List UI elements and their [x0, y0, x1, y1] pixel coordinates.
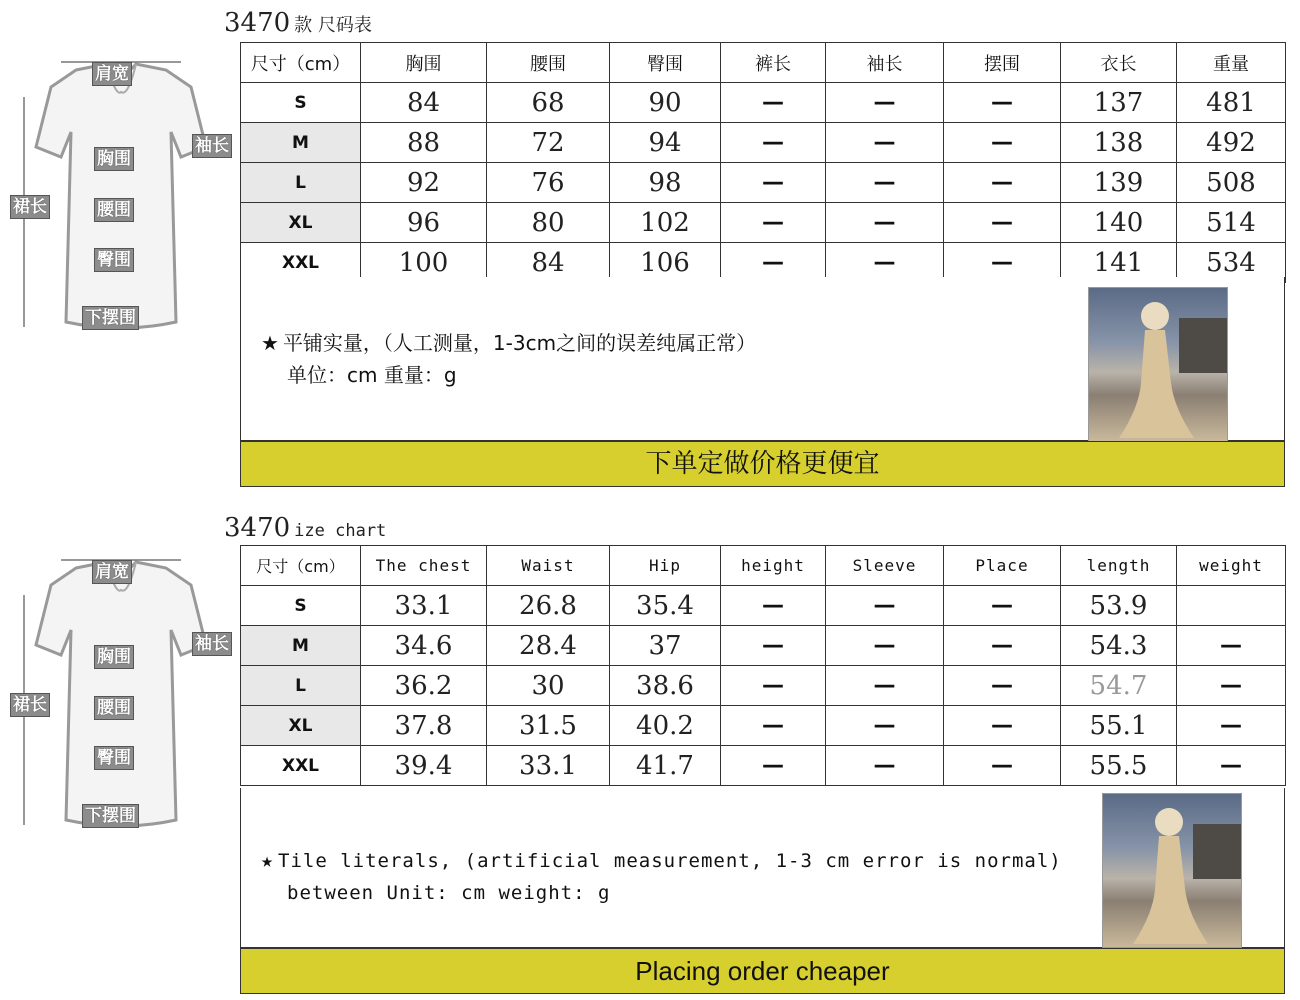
label-waist: 腰围: [94, 696, 134, 720]
style-code: 3470: [224, 513, 291, 543]
size-chart-cn: [0, 0, 1300, 495]
col-header: 袖长: [826, 43, 944, 83]
value-cell: 55.1: [1061, 706, 1177, 746]
value-cell: —: [721, 243, 826, 283]
value-cell: 80: [487, 203, 610, 243]
value-cell: —: [944, 83, 1061, 123]
label-waist: 腰围: [94, 198, 134, 222]
label-hip: 臀围: [94, 746, 134, 770]
dress-diagram-icon: [6, 52, 238, 342]
col-header: 臀围: [610, 43, 721, 83]
value-cell: —: [944, 706, 1061, 746]
value-cell: —: [1177, 626, 1286, 666]
value-cell: 35.4: [610, 586, 721, 626]
value-cell: 514: [1177, 203, 1286, 243]
value-cell: —: [721, 586, 826, 626]
value-cell: —: [1177, 746, 1286, 786]
value-cell: 90: [610, 83, 721, 123]
value-cell: 37: [610, 626, 721, 666]
value-cell: 31.5: [487, 706, 610, 746]
star-icon: ★: [261, 331, 279, 355]
value-cell: 92: [361, 163, 487, 203]
value-cell: —: [826, 243, 944, 283]
col-header: Waist: [487, 546, 610, 586]
model-photo: [1102, 793, 1242, 948]
value-cell: —: [721, 203, 826, 243]
value-cell: 26.8: [487, 586, 610, 626]
chart-heading: [224, 8, 372, 38]
value-cell: 492: [1177, 123, 1286, 163]
value-cell: 94: [610, 123, 721, 163]
note-text: [261, 844, 1062, 909]
col-header: weight: [1177, 546, 1286, 586]
value-cell: 40.2: [610, 706, 721, 746]
value-cell: 68: [487, 83, 610, 123]
size-cell: M: [241, 626, 361, 666]
value-cell: 106: [610, 243, 721, 283]
promo-banner: 下单定做价格更便宜: [240, 441, 1285, 487]
value-cell: 100: [361, 243, 487, 283]
value-cell: —: [721, 666, 826, 706]
note-line-1: 平铺实量，（人工测量，1-3cm之间的误差纯属正常）: [282, 331, 757, 355]
size-cell: L: [241, 666, 361, 706]
size-table: [240, 545, 1285, 786]
note-panel: [240, 277, 1285, 441]
value-cell: 141: [1061, 243, 1177, 283]
value-cell: 138: [1061, 123, 1177, 163]
table-row: [241, 123, 1286, 163]
label-hip: 臀围: [94, 248, 134, 272]
table-header-row: [241, 546, 1286, 586]
size-cell: XL: [241, 203, 361, 243]
model-photo: [1088, 287, 1228, 442]
value-cell: —: [721, 706, 826, 746]
label-chest: 胸围: [94, 147, 134, 171]
value-cell: [1177, 586, 1286, 626]
value-cell: 534: [1177, 243, 1286, 283]
value-cell: —: [826, 163, 944, 203]
table-header-row: [241, 43, 1286, 83]
promo-banner: Placing order cheaper: [240, 948, 1285, 994]
value-cell: —: [826, 83, 944, 123]
value-cell: 140: [1061, 203, 1177, 243]
value-cell: 37.8: [361, 706, 487, 746]
value-cell: 508: [1177, 163, 1286, 203]
table-row: [241, 203, 1286, 243]
note-text: [261, 327, 756, 391]
value-cell: —: [826, 746, 944, 786]
value-cell: 96: [361, 203, 487, 243]
value-cell: 72: [487, 123, 610, 163]
value-cell: 98: [610, 163, 721, 203]
value-cell: 34.6: [361, 626, 487, 666]
label-length: 裙长: [10, 195, 50, 219]
value-cell: —: [1177, 706, 1286, 746]
value-cell: —: [721, 746, 826, 786]
value-cell: —: [944, 123, 1061, 163]
size-cell: L: [241, 163, 361, 203]
value-cell: —: [944, 586, 1061, 626]
table-row: [241, 163, 1286, 203]
star-icon: ★: [261, 848, 275, 872]
size-cell: M: [241, 123, 361, 163]
col-header: 衣长: [1061, 43, 1177, 83]
size-cell: S: [241, 586, 361, 626]
col-header: height: [721, 546, 826, 586]
col-header: 腰围: [487, 43, 610, 83]
note-line-1: Tile literals, (artificial measurement, 1-3 cm error is normal): [278, 850, 1062, 872]
value-cell: 54.7: [1061, 666, 1177, 706]
col-header: Hip: [610, 546, 721, 586]
col-header: Place: [944, 546, 1061, 586]
heading-subtitle: 款 尺码表: [294, 15, 372, 36]
size-cell: S: [241, 83, 361, 123]
note-panel: [240, 788, 1285, 948]
chart-heading: [224, 513, 386, 543]
label-hem: 下摆围: [82, 804, 139, 828]
value-cell: —: [944, 626, 1061, 666]
label-shoulder: 肩宽: [92, 560, 132, 584]
dress-diagram-icon: [6, 550, 238, 840]
label-shoulder: 肩宽: [92, 62, 132, 86]
value-cell: —: [826, 203, 944, 243]
value-cell: 137: [1061, 83, 1177, 123]
value-cell: 28.4: [487, 626, 610, 666]
value-cell: 36.2: [361, 666, 487, 706]
value-cell: 76: [487, 163, 610, 203]
value-cell: 481: [1177, 83, 1286, 123]
table-row: [241, 706, 1286, 746]
col-header: Sleeve: [826, 546, 944, 586]
value-cell: —: [944, 163, 1061, 203]
value-cell: 53.9: [1061, 586, 1177, 626]
label-length: 裙长: [10, 693, 50, 717]
value-cell: —: [721, 626, 826, 666]
col-header: 尺寸（cm）: [241, 546, 361, 586]
table-row: [241, 586, 1286, 626]
table-row: [241, 666, 1286, 706]
value-cell: —: [826, 123, 944, 163]
value-cell: —: [721, 123, 826, 163]
value-cell: 139: [1061, 163, 1177, 203]
value-cell: —: [944, 666, 1061, 706]
label-sleeve: 袖长: [192, 632, 232, 656]
size-chart-en: [0, 505, 1300, 1000]
value-cell: —: [826, 586, 944, 626]
note-line-2: between Unit: cm weight: g: [287, 882, 611, 904]
col-header: length: [1061, 546, 1177, 586]
value-cell: —: [826, 666, 944, 706]
label-chest: 胸围: [94, 645, 134, 669]
label-hem: 下摆围: [82, 306, 139, 330]
value-cell: —: [826, 706, 944, 746]
size-cell: XXL: [241, 243, 361, 283]
size-table: [240, 42, 1285, 283]
note-line-2: 单位：cm 重量：g: [287, 363, 457, 387]
size-cell: XL: [241, 706, 361, 746]
value-cell: 102: [610, 203, 721, 243]
value-cell: —: [944, 746, 1061, 786]
value-cell: —: [944, 203, 1061, 243]
value-cell: 30: [487, 666, 610, 706]
heading-subtitle: ize chart: [294, 521, 387, 541]
size-cell: XXL: [241, 746, 361, 786]
value-cell: 54.3: [1061, 626, 1177, 666]
col-header: 重量: [1177, 43, 1286, 83]
value-cell: —: [944, 243, 1061, 283]
value-cell: —: [826, 626, 944, 666]
col-header: 摆围: [944, 43, 1061, 83]
value-cell: 55.5: [1061, 746, 1177, 786]
value-cell: 39.4: [361, 746, 487, 786]
value-cell: 41.7: [610, 746, 721, 786]
value-cell: 38.6: [610, 666, 721, 706]
value-cell: 33.1: [487, 746, 610, 786]
table-row: [241, 626, 1286, 666]
col-header: 尺寸（cm）: [241, 43, 361, 83]
table-row: [241, 83, 1286, 123]
value-cell: 84: [361, 83, 487, 123]
col-header: 胸围: [361, 43, 487, 83]
value-cell: —: [1177, 666, 1286, 706]
value-cell: —: [721, 83, 826, 123]
value-cell: 84: [487, 243, 610, 283]
col-header: The chest: [361, 546, 487, 586]
col-header: 裤长: [721, 43, 826, 83]
style-code: 3470: [224, 8, 291, 38]
value-cell: —: [721, 163, 826, 203]
value-cell: 33.1: [361, 586, 487, 626]
table-row: [241, 746, 1286, 786]
label-sleeve: 袖长: [192, 134, 232, 158]
value-cell: 88: [361, 123, 487, 163]
